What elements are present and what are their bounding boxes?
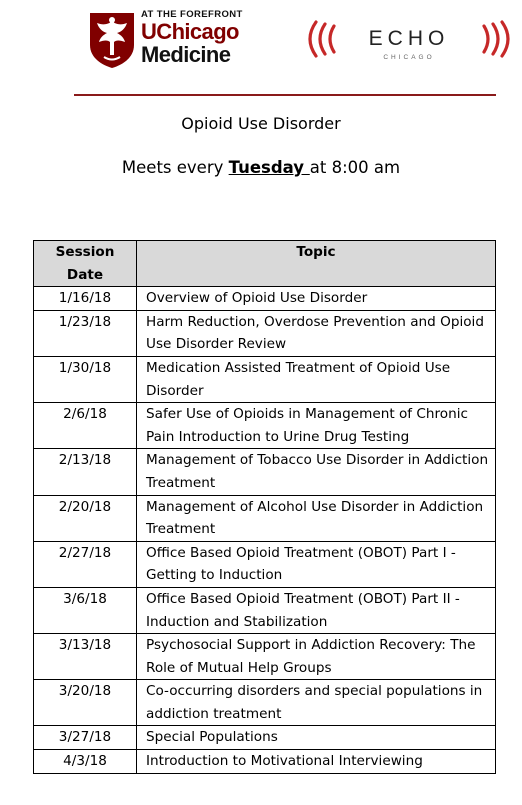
session-date: 2/20/18 bbox=[34, 495, 137, 541]
session-topic: Harm Reduction, Overdose Prevention and Opioid Use Disorder Review bbox=[137, 310, 496, 356]
session-date: 1/16/18 bbox=[34, 287, 137, 311]
session-date: 4/3/18 bbox=[34, 750, 137, 774]
table-row bbox=[34, 750, 496, 774]
uchicago-medicine-logo bbox=[88, 9, 263, 75]
document-title: Opioid Use Disorder bbox=[181, 114, 341, 133]
session-date: 3/20/18 bbox=[34, 680, 137, 726]
table-row bbox=[34, 287, 496, 311]
session-topic: Co-occurring disorders and special populations in addiction treatment bbox=[137, 680, 496, 726]
logo-uchicago-text: UChicago bbox=[141, 19, 239, 44]
table-row bbox=[34, 726, 496, 750]
meets-prefix: Meets every bbox=[121, 158, 229, 177]
table-row bbox=[34, 449, 496, 495]
column-header-topic: Topic bbox=[137, 241, 496, 287]
column-header-session-date: Session Date bbox=[34, 241, 137, 287]
session-topic: Office Based Opioid Treatment (OBOT) Part II - Induction and Stabilization bbox=[137, 587, 496, 633]
echo-chicago-logo bbox=[300, 14, 518, 74]
session-topic: Management of Tobacco Use Disorder in Addiction Treatment bbox=[137, 449, 496, 495]
session-topic: Safer Use of Opioids in Management of Chronic Pain Introduction to Urine Drug Testing bbox=[137, 403, 496, 449]
table-row bbox=[34, 495, 496, 541]
table-row bbox=[34, 680, 496, 726]
session-topic: Introduction to Motivational Interviewing bbox=[137, 750, 496, 774]
meeting-schedule bbox=[0, 157, 522, 179]
table-row bbox=[34, 356, 496, 402]
session-date: 1/30/18 bbox=[34, 356, 137, 402]
session-topic: Special Populations bbox=[137, 726, 496, 750]
session-topic: Overview of Opioid Use Disorder bbox=[137, 287, 496, 311]
table-row bbox=[34, 587, 496, 633]
meets-suffix: at 8:00 am bbox=[309, 158, 401, 177]
session-date: 1/23/18 bbox=[34, 310, 137, 356]
phoenix-shield-icon bbox=[88, 11, 136, 69]
logo-tagline: AT THE FOREFRONT bbox=[141, 9, 243, 20]
meets-day: Tuesday bbox=[228, 158, 310, 177]
session-date: 3/13/18 bbox=[34, 634, 137, 680]
session-date: 3/27/18 bbox=[34, 726, 137, 750]
echo-subtitle: CHICAGO bbox=[383, 54, 435, 61]
logo-medicine-text: Medicine bbox=[141, 42, 231, 67]
echo-wordmark: ECHO bbox=[368, 27, 450, 50]
session-date: 3/6/18 bbox=[34, 587, 137, 633]
header-divider bbox=[74, 94, 496, 96]
session-topic: Psychosocial Support in Addiction Recovery: The Role of Mutual Help Groups bbox=[137, 634, 496, 680]
session-date: 2/27/18 bbox=[34, 541, 137, 587]
session-topic: Office Based Opioid Treatment (OBOT) Part I - Getting to Induction bbox=[137, 541, 496, 587]
session-topic: Medication Assisted Treatment of Opioid Use Disorder bbox=[137, 356, 496, 402]
session-date: 2/13/18 bbox=[34, 449, 137, 495]
session-date: 2/6/18 bbox=[34, 403, 137, 449]
table-row bbox=[34, 310, 496, 356]
table-header-row bbox=[34, 241, 496, 287]
session-schedule-table bbox=[33, 240, 496, 774]
table-row bbox=[34, 634, 496, 680]
table-row bbox=[34, 541, 496, 587]
session-topic: Management of Alcohol Use Disorder in Addiction Treatment bbox=[137, 495, 496, 541]
table-row bbox=[34, 403, 496, 449]
